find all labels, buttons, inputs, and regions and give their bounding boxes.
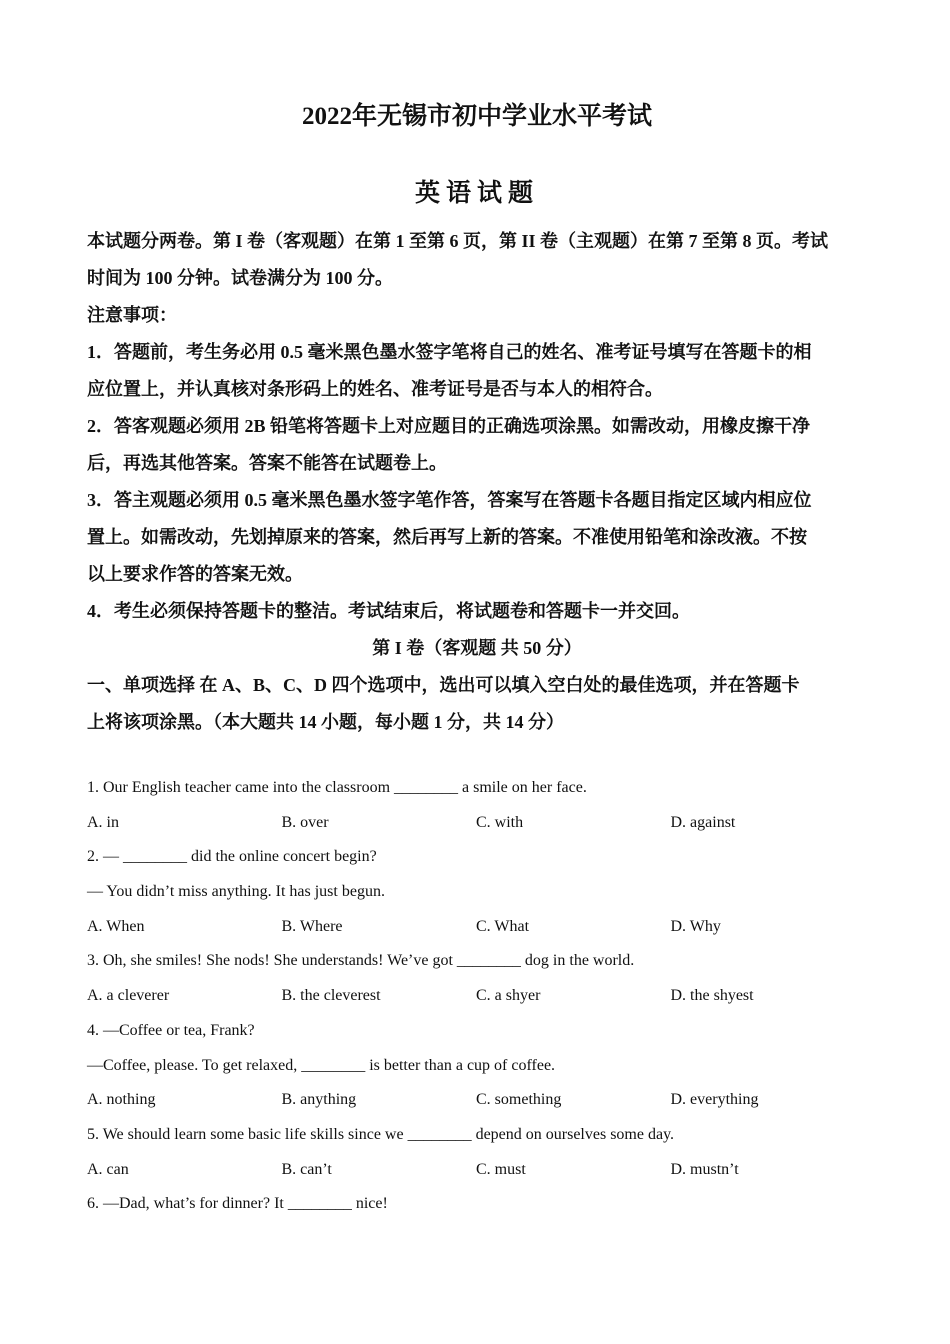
- option-a: A. in: [87, 813, 119, 831]
- option-b: B. the cleverest: [281, 987, 381, 1005]
- question-2-reply: — You didn’t miss anything. It has just begun.: [87, 883, 385, 901]
- exam-subtitle: 英语试题: [414, 180, 539, 207]
- option-b: B. anything: [281, 1091, 357, 1109]
- notice-item-3-cont: 置上。如需改动，先划掉原来的答案，然后再写上新的答案。不准使用铅笔和涂改液。不按: [87, 527, 807, 547]
- option-d: D. everything: [670, 1091, 759, 1109]
- section-instruction: 一、单项选择 在 A、B、C、D 四个选项中，选出可以填入空白处的最佳选项，并在答题卡: [87, 675, 800, 695]
- option-c: C. a shyer: [476, 987, 541, 1005]
- question-3-options: [87, 979, 867, 1014]
- question-1-stem: 1. Our English teacher came into the classroom ________ a smile on her face.: [87, 779, 587, 796]
- question-2-stem: 2. — ________ did the online concert begin?: [87, 848, 377, 866]
- notice-item-1: 1．答题前，考生务必用 0.5 毫米黑色墨水签字笔将自己的姓名、准考证号填写在答题卡的相: [87, 342, 812, 362]
- question-list: [87, 771, 867, 1222]
- option-b: B. over: [281, 813, 329, 831]
- notice-item-4: 4．考生必须保持答题卡的整洁。考试结束后，将试题卷和答题卡一并交回。: [87, 601, 690, 621]
- option-c: C. What: [476, 917, 530, 935]
- option-a: A. When: [87, 917, 145, 935]
- question-4-reply: —Coffee, please. To get relaxed, ________ is better than a cup of coffee.: [87, 1056, 556, 1074]
- option-d: D. mustn’t: [670, 1160, 739, 1178]
- option-a: A. nothing: [87, 1091, 156, 1109]
- intro-line: 时间为 100 分钟。试卷满分为 100 分。: [87, 268, 393, 288]
- question-4-stem: 4. —Coffee or tea, Frank?: [87, 1021, 255, 1039]
- option-a: A. a cleverer: [87, 987, 170, 1005]
- question-6-stem: 6. —Dad, what’s for dinner? It ________ nice!: [87, 1195, 388, 1213]
- notice-item-2-cont: 后，再选其他答案。答案不能答在试题卷上。: [87, 453, 447, 473]
- option-d: D. the shyest: [670, 987, 754, 1005]
- notice-item-1-cont: 应位置上，并认真核对条形码上的姓名、准考证号是否与本人的相符合。: [87, 379, 663, 399]
- option-b: B. can’t: [281, 1160, 332, 1178]
- notice-heading: 注意事项：: [87, 305, 177, 325]
- intro-line: 本试题分两卷。第 I 卷（客观题）在第 1 至第 6 页，第 II 卷（主观题）在第 7 至第 8 页。考试: [87, 231, 829, 251]
- question-5-options: [87, 1153, 867, 1188]
- section-instruction-cont: 上将该项涂黑。（本大题共 14 小题，每小题 1 分，共 14 分）: [87, 712, 564, 732]
- intro-block: [87, 223, 867, 741]
- notice-item-2: 2．答客观题必须用 2B 铅笔将答题卡上对应题目的正确选项涂黑。如需改动，用橡皮擦干净: [87, 416, 811, 436]
- question-5-stem: 5. We should learn some basic life skills since we ________ depend on ourselves some day.: [87, 1125, 675, 1143]
- option-c: C. must: [476, 1160, 526, 1178]
- option-b: B. Where: [281, 917, 343, 935]
- part1-heading: 第 I 卷（客观题 共 50 分）: [372, 638, 582, 658]
- question-2-options: [87, 910, 867, 945]
- question-4-options: [87, 1083, 867, 1118]
- option-c: C. something: [476, 1091, 562, 1109]
- exam-title: 2022年无锡市初中学业水平考试: [301, 103, 652, 130]
- option-c: C. with: [476, 813, 524, 831]
- option-d: D. Why: [670, 917, 721, 935]
- question-3-stem: 3. Oh, she smiles! She nods! She understands! We’ve got ________ dog in the world.: [87, 952, 635, 970]
- option-d: D. against: [670, 813, 736, 831]
- question-1-options: [87, 806, 867, 841]
- notice-item-3-cont: 以上要求作答的答案无效。: [87, 564, 303, 584]
- notice-item-3: 3．答主观题必须用 0.5 毫米黑色墨水签字笔作答，答案写在答题卡各题目指定区域内相应位: [87, 490, 812, 510]
- option-a: A. can: [87, 1160, 129, 1178]
